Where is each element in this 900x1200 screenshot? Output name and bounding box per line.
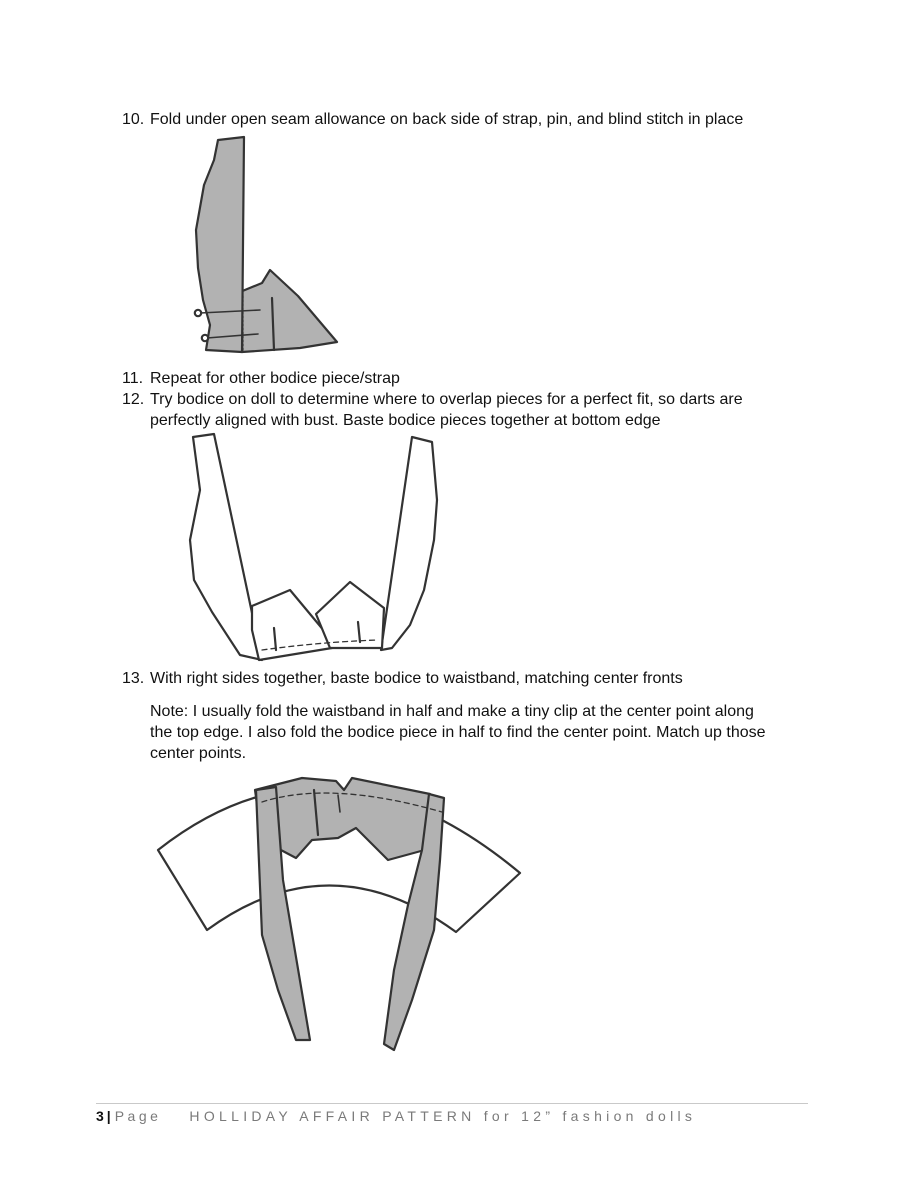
step-text: Fold under open seam allowance on back side of strap, pin, and blind stitch in place xyxy=(150,111,744,128)
footer-rule xyxy=(96,1103,808,1104)
step-number: 13. xyxy=(122,670,145,687)
document-title: HOLLIDAY AFFAIR PATTERN for 12” fashion dolls xyxy=(189,1108,697,1124)
note-line: Note: I usually fold the waistband in half and make a tiny clip at the center point along xyxy=(150,703,754,720)
footer-separator: | xyxy=(106,1108,111,1124)
step-number: 11. xyxy=(122,370,144,387)
page-label: Page xyxy=(114,1108,162,1124)
step-number: 10. xyxy=(122,111,145,128)
note-line: the top edge. I also fold the bodice piece in half to find the center point. Match up those xyxy=(150,724,766,741)
step-number: 12. xyxy=(122,391,145,408)
step-text: Repeat for other bodice piece/strap xyxy=(150,370,400,387)
step-12-continuation: perfectly aligned with bust. Baste bodice pieces together at bottom edge xyxy=(150,412,661,429)
page-footer xyxy=(96,1106,696,1126)
step-text: Try bodice on doll to determine where to overlap pieces for a perfect fit, so darts are xyxy=(150,391,743,408)
page-number: 3 xyxy=(96,1108,104,1124)
note-line: center points. xyxy=(150,745,247,762)
step-text: With right sides together, baste bodice to waistband, matching center fronts xyxy=(150,670,683,687)
